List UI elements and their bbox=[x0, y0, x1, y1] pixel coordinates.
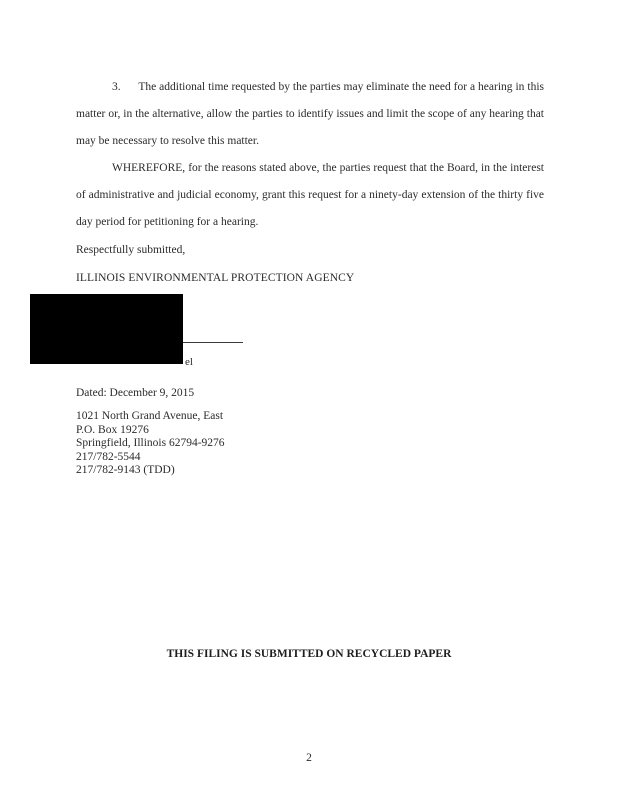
recycled-paper-note: THIS FILING IS SUBMITTED ON RECYCLED PAPER bbox=[166, 648, 452, 660]
date-line: Dated: December 9, 2015 bbox=[76, 387, 195, 399]
address-line: Springfield, Illinois 62794-9276 bbox=[76, 437, 225, 449]
item-3-text: The additional time requested by the parties may eliminate the need for a hearing in this matter or, in the alternative, allow the parties to identify issues and limit the scope of any hearing that may be necessary to resolve this matter. bbox=[76, 81, 544, 147]
paragraph-wherefore bbox=[76, 155, 544, 236]
wherefore-text: WHEREFORE, for the reasons stated above, the parties request that the Board, in the interest of administrative and judicial economy, grant this request for a ninety-day extension of the thirty five day period for petitioning for a hearing. bbox=[76, 162, 544, 228]
closing-salutation: Respectfully submitted, bbox=[76, 244, 186, 256]
item-number: 3. bbox=[112, 81, 121, 93]
address-line: 1021 North Grand Avenue, East bbox=[76, 410, 224, 422]
redaction-block bbox=[30, 294, 183, 364]
address-line: P.O. Box 19276 bbox=[76, 423, 149, 436]
signature-title-residual: el bbox=[185, 356, 193, 368]
phone-line: 217/782-5544 bbox=[76, 450, 141, 463]
paragraph-item-3 bbox=[76, 74, 544, 155]
agency-address bbox=[76, 410, 225, 478]
tdd-line: 217/782-9143 (TDD) bbox=[76, 464, 175, 476]
agency-name: ILLINOIS ENVIRONMENTAL PROTECTION AGENCY bbox=[76, 272, 355, 284]
signature-line bbox=[183, 342, 243, 343]
page-number: 2 bbox=[306, 752, 312, 764]
